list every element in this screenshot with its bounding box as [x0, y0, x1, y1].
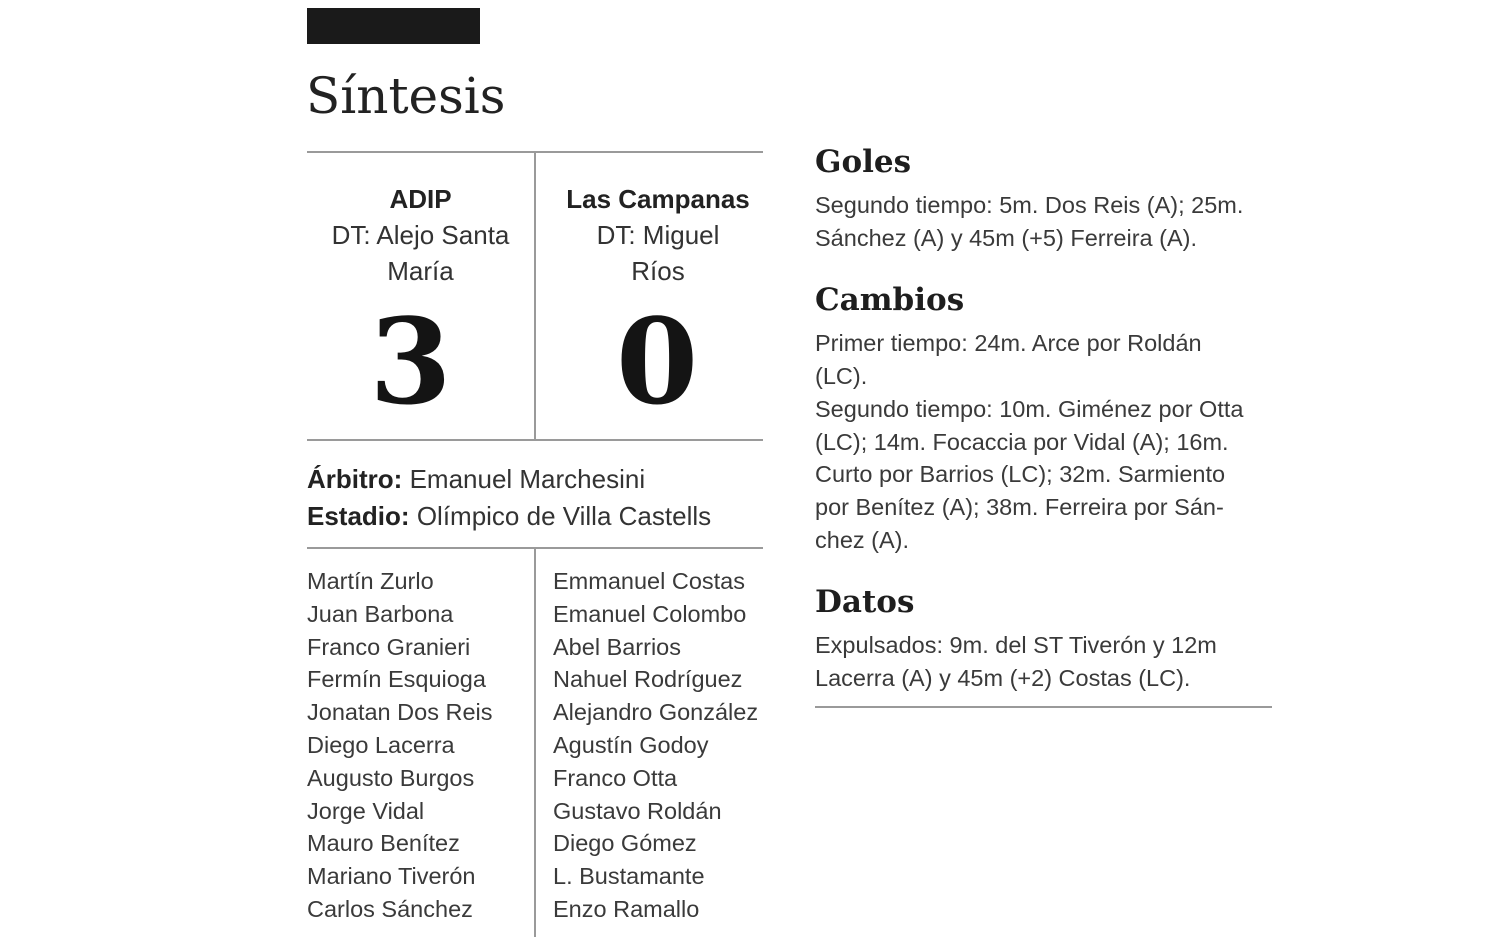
away-player: Gustavo Roldán — [553, 797, 722, 824]
datos-line: Lacerra (A) y 45m (+2) Costas (LC). — [815, 665, 1191, 691]
page-title: Síntesis — [306, 67, 506, 125]
away-coach-line-1: DT: Miguel — [596, 220, 720, 250]
home-player: Mariano Tiverón — [307, 863, 476, 890]
referee-name: Emanuel Marchesini — [409, 464, 646, 494]
home-lineup — [307, 565, 493, 926]
away-player: Franco Otta — [553, 764, 678, 791]
away-coach-line-2: Ríos — [631, 256, 685, 286]
home-team-name: ADIP — [389, 184, 452, 214]
cambios-line: chez (A). — [815, 527, 910, 553]
cambios-line: Primer tiempo: 24m. Arce por Roldán — [815, 330, 1202, 356]
away-player: Abel Barrios — [553, 633, 681, 660]
home-player: Carlos Sánchez — [307, 895, 473, 922]
home-player: Diego Lacerra — [307, 731, 455, 758]
stadium-name: Olímpico de Villa Castells — [416, 501, 712, 531]
away-team-header — [536, 181, 780, 289]
home-player: Juan Barbona — [307, 600, 454, 627]
goles-heading: Goles — [815, 144, 912, 180]
home-coach-line-1: DT: Alejo Santa — [331, 220, 510, 250]
away-player: L. Bustamante — [553, 863, 705, 890]
home-player: Augusto Burgos — [307, 764, 475, 791]
away-player: Alejandro González — [553, 699, 759, 726]
cambios-line: por Benítez (A); 38m. Ferreira por Sán- — [815, 494, 1224, 520]
away-score: 0 — [615, 292, 699, 431]
goles-line: Sánchez (A) y 45m (+5) Ferreira (A). — [815, 225, 1197, 251]
home-score: 3 — [369, 292, 452, 431]
away-player: Emanuel Colombo — [553, 600, 747, 627]
cambios-heading: Cambios — [815, 282, 965, 318]
away-player: Enzo Ramallo — [553, 895, 700, 922]
stadium-label: Estadio: — [307, 501, 410, 531]
datos-heading: Datos — [815, 584, 915, 620]
home-player: Jonatan Dos Reis — [307, 699, 493, 726]
home-team-header — [307, 181, 534, 289]
referee-line — [307, 461, 645, 498]
home-player: Franco Granieri — [307, 633, 471, 660]
referee-label: Árbitro: — [307, 464, 403, 494]
away-team-name: Las Campanas — [566, 184, 750, 214]
away-lineup — [553, 565, 758, 926]
away-player: Emmanuel Costas — [553, 568, 745, 594]
cambios-line: (LC); 14m. Focaccia por Vidal (A); 16m. — [815, 429, 1229, 455]
right-column-bottom-divider — [815, 706, 1272, 708]
lineups-center-divider — [534, 548, 536, 937]
away-player: Agustín Godoy — [553, 731, 709, 758]
away-player: Nahuel Rodríguez — [553, 666, 743, 693]
datos-line: Expulsados: 9m. del ST Tiverón y 12m — [815, 632, 1217, 658]
stadium-line — [307, 498, 711, 535]
away-player: Diego Gómez — [553, 830, 697, 857]
section-tag-bar — [307, 8, 480, 44]
cambios-line: Curto por Barrios (LC); 32m. Sarmiento — [815, 461, 1226, 487]
home-coach-line-2: María — [387, 256, 454, 286]
cambios-line: Segundo tiempo: 10m. Giménez por Otta — [815, 396, 1244, 422]
cambios-line: (LC). — [815, 363, 868, 389]
home-player: Martín Zurlo — [307, 568, 434, 594]
home-player: Fermín Esquioga — [307, 666, 486, 693]
home-player: Mauro Benítez — [307, 830, 460, 857]
goles-line: Segundo tiempo: 5m. Dos Reis (A); 25m. — [815, 192, 1244, 218]
home-player: Jorge Vidal — [307, 797, 425, 824]
scoreboard-bottom-divider — [307, 439, 763, 441]
